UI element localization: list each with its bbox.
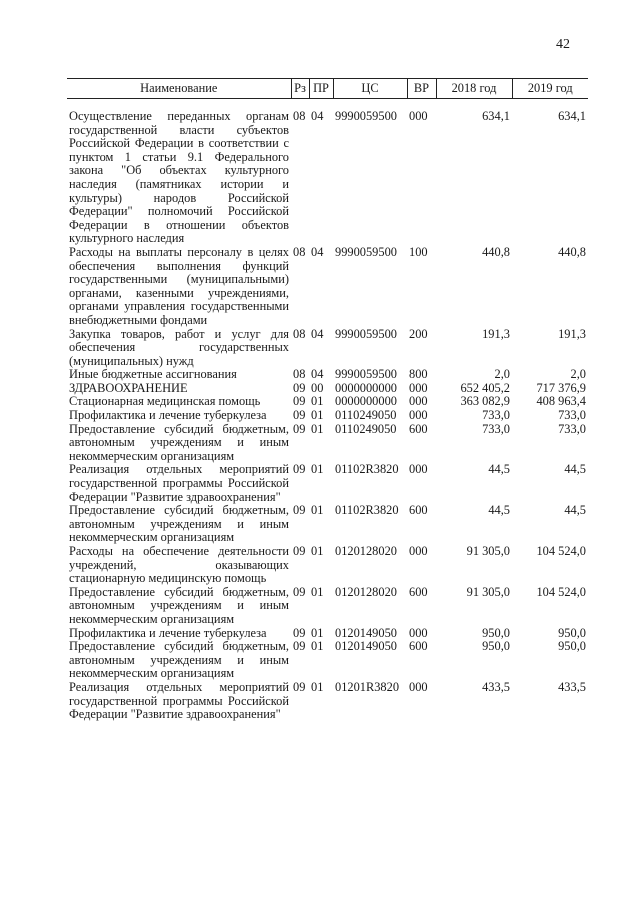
table-header [67,79,588,99]
row-amount-2018: 950,0 [482,639,510,654]
table-row [67,382,588,396]
row-name: Реализация отдельных мероприятий государственной программы Российской Федерации "Развитие здравоохранения" [69,462,289,504]
row-pr: 01 [311,625,324,640]
row-rz: 09 [293,421,306,436]
row-amount-2019: 733,0 [558,408,586,423]
row-vr: 000 [409,544,428,558]
header-cs: ЦС [333,79,407,99]
row-cs: 9990059500 [335,109,397,123]
row-rz: 09 [293,544,306,558]
row-amount-2018: 733,0 [482,421,510,436]
row-rz: 09 [293,625,306,640]
row-name: Осуществление переданных органам государственной власти субъектов Российской Федерации в соответствии с пунктом 1 статьи 9.1 Федерального закона "Об объектах культурного наследия (памятниках истории и культуры) народов Российской Федерации" полномочий Российской Федерации в отношении объектов культурного наследия [69,109,289,246]
row-amount-2018: 363 082,9 [460,394,510,409]
row-vr: 000 [409,625,428,640]
row-amount-2019: 433,5 [558,679,586,694]
table-row [67,545,588,586]
row-pr: 01 [311,462,324,477]
row-amount-2019: 634,1 [558,109,586,123]
table-row [67,409,588,423]
row-pr: 04 [311,326,324,341]
row-rz: 08 [293,367,306,382]
table-row [67,463,588,504]
row-pr: 01 [311,544,324,558]
row-cs: 01201R3820 [335,679,400,694]
row-vr: 000 [409,679,428,694]
row-amount-2019: 104 524,0 [536,584,586,599]
header-rz: Рз [291,79,309,99]
header-2019: 2019 год [512,79,588,99]
header-2018: 2018 год [436,79,512,99]
row-vr: 000 [409,394,428,409]
row-vr: 800 [409,367,428,382]
row-amount-2019: 104 524,0 [536,544,586,558]
header-pr: ПР [309,79,333,99]
row-rz: 08 [293,244,306,259]
row-cs: 0110249050 [335,421,397,436]
row-amount-2019: 44,5 [564,503,586,518]
row-vr: 600 [409,584,428,599]
table-row [67,586,588,627]
row-rz: 09 [293,503,306,518]
row-name: Предоставление субсидий бюджетным, автономным учреждениям и иным некоммерческим организациям [69,421,289,463]
table-row [67,99,588,246]
row-vr: 000 [409,462,428,477]
table-row [67,640,588,681]
row-name: Иные бюджетные ассигнования [69,367,237,382]
table-row [67,395,588,409]
row-cs: 9990059500 [335,367,397,382]
table-row [67,368,588,382]
row-amount-2018: 191,3 [482,326,510,341]
table-row [67,681,588,722]
row-name: Реализация отдельных мероприятий государственной программы Российской Федерации "Развитие здравоохранения" [69,679,289,722]
row-vr: 000 [409,109,428,123]
row-name: Профилактика и лечение туберкулеза [69,408,267,423]
row-vr: 100 [409,244,428,259]
row-rz: 09 [293,380,306,395]
row-amount-2018: 2,0 [494,367,510,382]
row-cs: 01102R3820 [335,462,399,477]
row-vr: 600 [409,421,428,436]
row-pr: 01 [311,503,324,518]
row-amount-2018: 733,0 [482,408,510,423]
row-name: Профилактика и лечение туберкулеза [69,625,267,640]
row-cs: 0120128020 [335,544,397,558]
row-cs: 01102R3820 [335,503,399,518]
row-pr: 01 [311,584,324,599]
row-amount-2018: 44,5 [488,462,510,477]
row-pr: 04 [311,367,324,382]
table-row [67,246,588,328]
row-pr: 04 [311,109,324,123]
row-vr: 600 [409,503,428,518]
table-row [67,627,588,641]
row-cs: 9990059500 [335,326,397,341]
row-amount-2018: 44,5 [488,503,510,518]
row-amount-2018: 433,5 [482,679,510,694]
table-body [67,99,588,722]
row-vr: 000 [409,408,428,423]
row-rz: 09 [293,408,306,423]
row-amount-2019: 440,8 [558,244,586,259]
row-cs: 0120149050 [335,639,397,654]
row-rz: 08 [293,326,306,341]
row-name: ЗДРАВООХРАНЕНИЕ [69,380,188,395]
row-name: Предоставление субсидий бюджетным, автономным учреждениям и иным некоммерческим организациям [69,503,289,545]
row-name: Расходы на обеспечение деятельности учреждений, оказывающих стационарную медицинскую помощь [69,544,289,586]
table-row [67,328,588,369]
row-amount-2019: 191,3 [558,326,586,341]
row-cs: 0120149050 [335,625,397,640]
row-pr: 01 [311,679,324,694]
row-rz: 09 [293,679,306,694]
page-number: 42 [556,37,570,52]
row-amount-2019: 717 376,9 [536,380,586,395]
row-amount-2019: 44,5 [564,462,586,477]
budget-table [67,78,588,722]
row-rz: 09 [293,462,306,477]
header-vr: ВР [407,79,436,99]
row-cs: 0110249050 [335,408,397,423]
row-amount-2019: 950,0 [558,625,586,640]
row-pr: 01 [311,408,324,423]
table-row [67,504,588,545]
row-amount-2019: 2,0 [570,367,586,382]
row-name: Стационарная медицинская помощь [69,394,261,409]
row-amount-2018: 634,1 [482,109,510,123]
row-amount-2018: 440,8 [482,244,510,259]
row-cs: 9990059500 [335,244,397,259]
row-name: Предоставление субсидий бюджетным, автономным учреждениям и иным некоммерческим организациям [69,584,289,626]
row-amount-2018: 950,0 [482,625,510,640]
row-rz: 09 [293,584,306,599]
row-pr: 01 [311,421,324,436]
row-amount-2019: 408 963,4 [536,394,586,409]
row-amount-2019: 733,0 [558,421,586,436]
row-pr: 01 [311,639,324,654]
row-cs: 0000000000 [335,380,397,395]
row-vr: 000 [409,380,428,395]
row-name: Предоставление субсидий бюджетным, автономным учреждениям и иным некоммерческим организациям [69,639,289,681]
row-pr: 01 [311,394,324,409]
row-amount-2018: 652 405,2 [460,380,510,395]
row-pr: 00 [311,380,324,395]
row-pr: 04 [311,244,324,259]
row-rz: 09 [293,394,306,409]
row-name: Расходы на выплаты персоналу в целях обеспечения выполнения функций государственными (муниципальными) органами, казенными учреждениями, органами управления государственными внебюджетными фондами [69,244,289,327]
row-amount-2019: 950,0 [558,639,586,654]
header-name: Наименование [67,79,291,99]
row-vr: 200 [409,326,428,341]
row-amount-2018: 91 305,0 [466,584,510,599]
table-row [67,423,588,464]
row-rz: 09 [293,639,306,654]
row-name: Закупка товаров, работ и услуг для обеспечения государственных (муниципальных) нужд [69,326,289,368]
row-cs: 0120128020 [335,584,397,599]
row-amount-2018: 91 305,0 [466,544,510,558]
row-cs: 0000000000 [335,394,397,409]
row-rz: 08 [293,109,306,123]
row-vr: 600 [409,639,428,654]
